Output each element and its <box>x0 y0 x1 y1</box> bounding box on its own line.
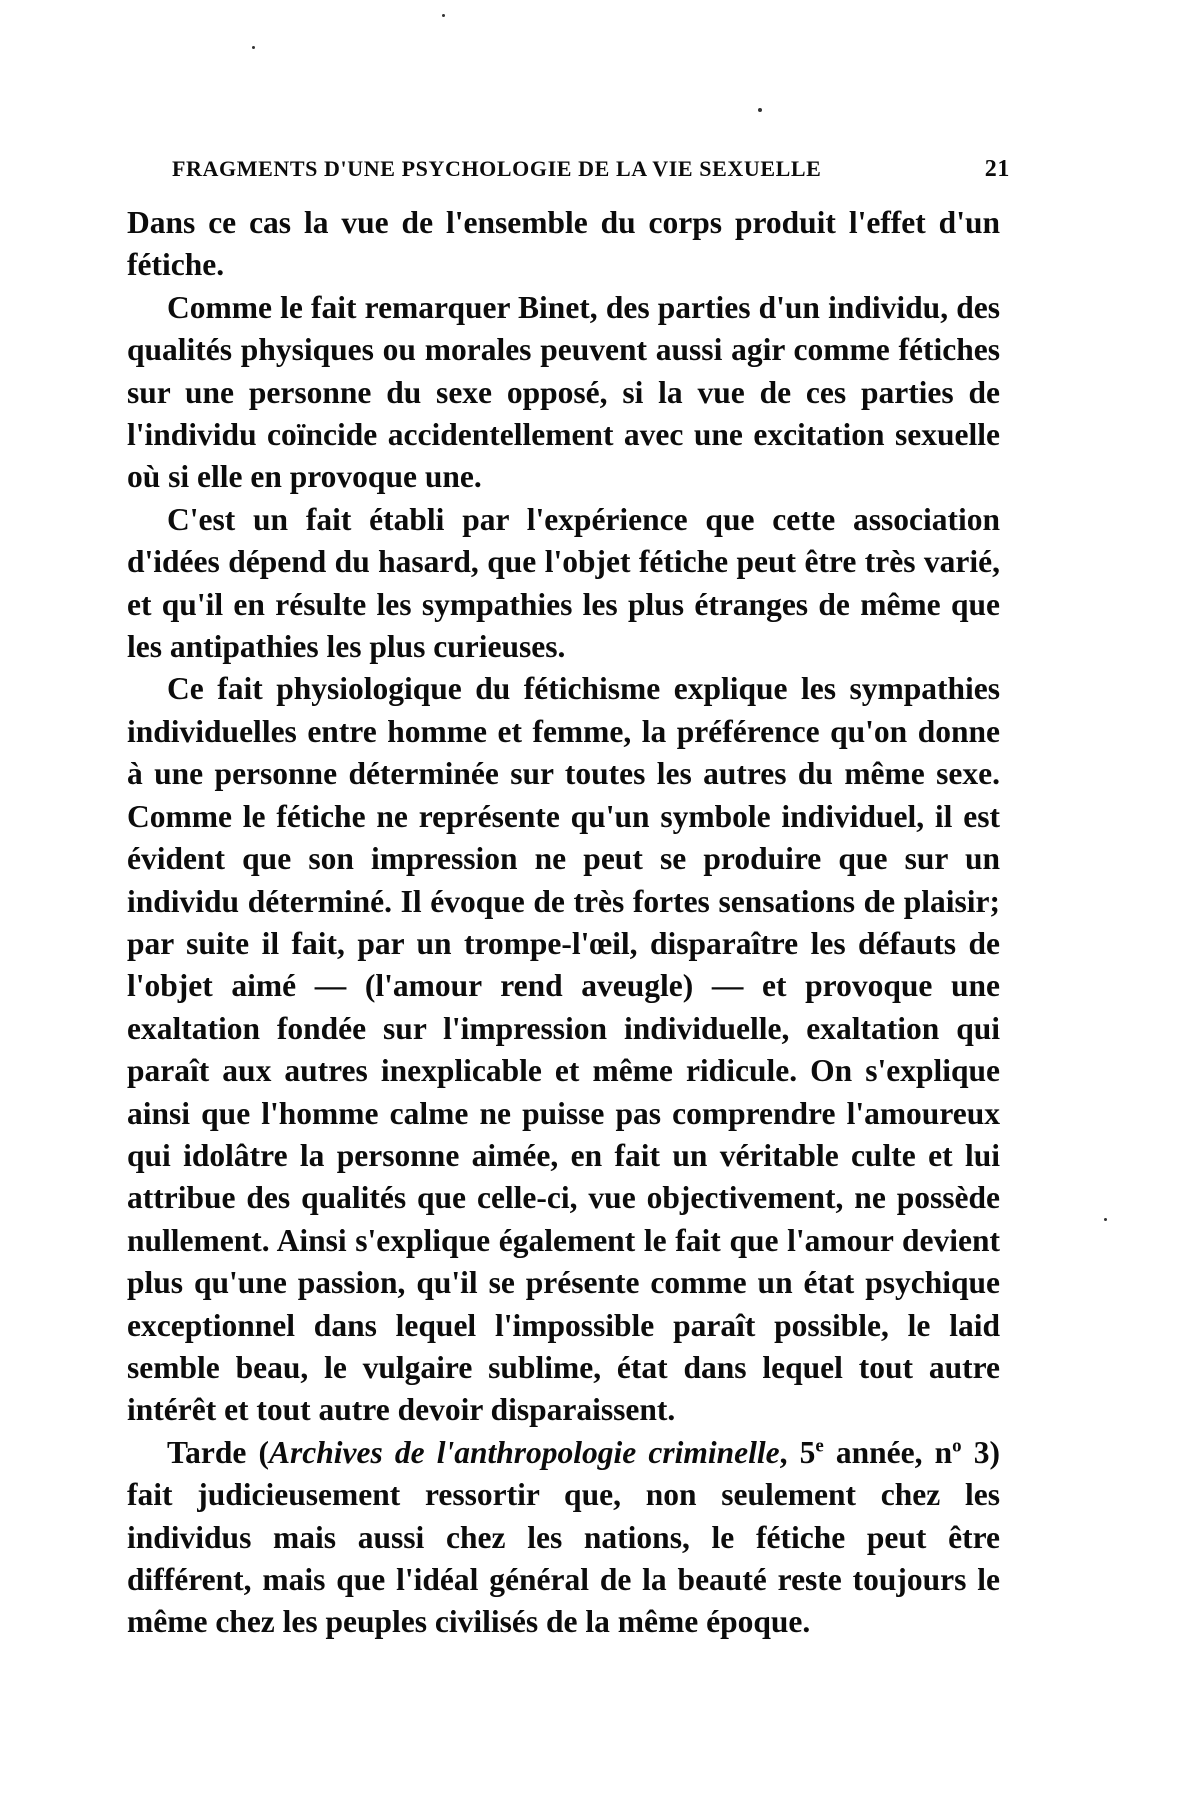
paragraph: Dans ce cas la vue de l'ensemble du corps produit l'effet d'un fétiche. <box>127 205 1000 283</box>
paragraph: C'est un fait établi par l'expérience que cette association d'idées dépend du hasard, que l'objet fétiche peut être très varié, et qu'il en résulte les sympathies les plus étranges de même que les antipathies les plus curieuses. <box>127 501 1000 665</box>
paragraph: Comme le fait remarquer Binet, des parties d'un individu, des qualités physiques ou morales peuvent aussi agir comme fétiches sur une personne du sexe opposé, si la vue de ces parties de l'individu coïncide accidentellement avec une excitation sexuelle où si elle en provoque une. <box>127 289 1000 495</box>
citation-ref: année, n <box>823 1434 953 1470</box>
citation-ref: 3) <box>961 1434 1000 1470</box>
body-text <box>127 202 1000 1644</box>
print-speck <box>1104 1218 1107 1221</box>
number-superscript: o <box>952 1435 962 1457</box>
page-number: 21 <box>984 156 1010 182</box>
running-head <box>172 153 1010 185</box>
print-speck <box>252 46 255 49</box>
paragraph-tarde <box>127 1432 1000 1644</box>
paragraph: Ce fait physiologique du fétichisme explique les sympathies individuelles entre homme et femme, la préférence qu'on donne à une personne déterminée sur toutes les autres du même sexe. Comme le fétiche ne représente qu'un symbole individuel, il est évident que son impression ne peut se produire que sur un individu déterminé. Il évoque de très fortes sensations de plaisir; par suite il fait, par un trompe-l'œil, disparaître les défauts de l'objet aimé — (l'amour rend aveugle) — et provoque une exaltation fondée sur l'impression individuelle, exaltation qui paraît aux autres inexplicable et même ridicule. On s'explique ainsi que l'homme calme ne puisse pas comprendre l'amoureux qui idolâtre la personne aimée, en fait un véritable culte et lui attribue des qualités que celle-ci, vue objectivement, ne possède nullement. Ainsi s'explique également le fait que l'amour devient plus qu'une passion, qu'il se présente comme un état psychique exceptionnel dans lequel l'impossible paraît possible, le laid semble beau, le vulgaire sublime, état dans lequel tout autre intérêt et tout autre devoir disparaissent. <box>127 671 1000 1428</box>
running-title: FRAGMENTS D'UNE PSYCHOLOGIE DE LA VIE SEXUELLE <box>172 156 822 181</box>
print-speck <box>758 108 762 112</box>
ordinal-superscript: e <box>815 1435 824 1457</box>
journal-citation: Archives de l'anthropologie criminelle <box>268 1434 780 1470</box>
citation-ref: , 5 <box>779 1434 816 1470</box>
paragraph-rest: fait judicieusement ressortir que, non seulement chez les individus mais aussi chez les nations, le fétiche peut être différent, mais que l'idéal général de la beauté reste toujours le même chez les peuples civilisés de la même époque. <box>127 1477 1000 1640</box>
print-speck <box>442 14 445 17</box>
paragraph-lead: Tarde ( <box>167 1434 269 1470</box>
